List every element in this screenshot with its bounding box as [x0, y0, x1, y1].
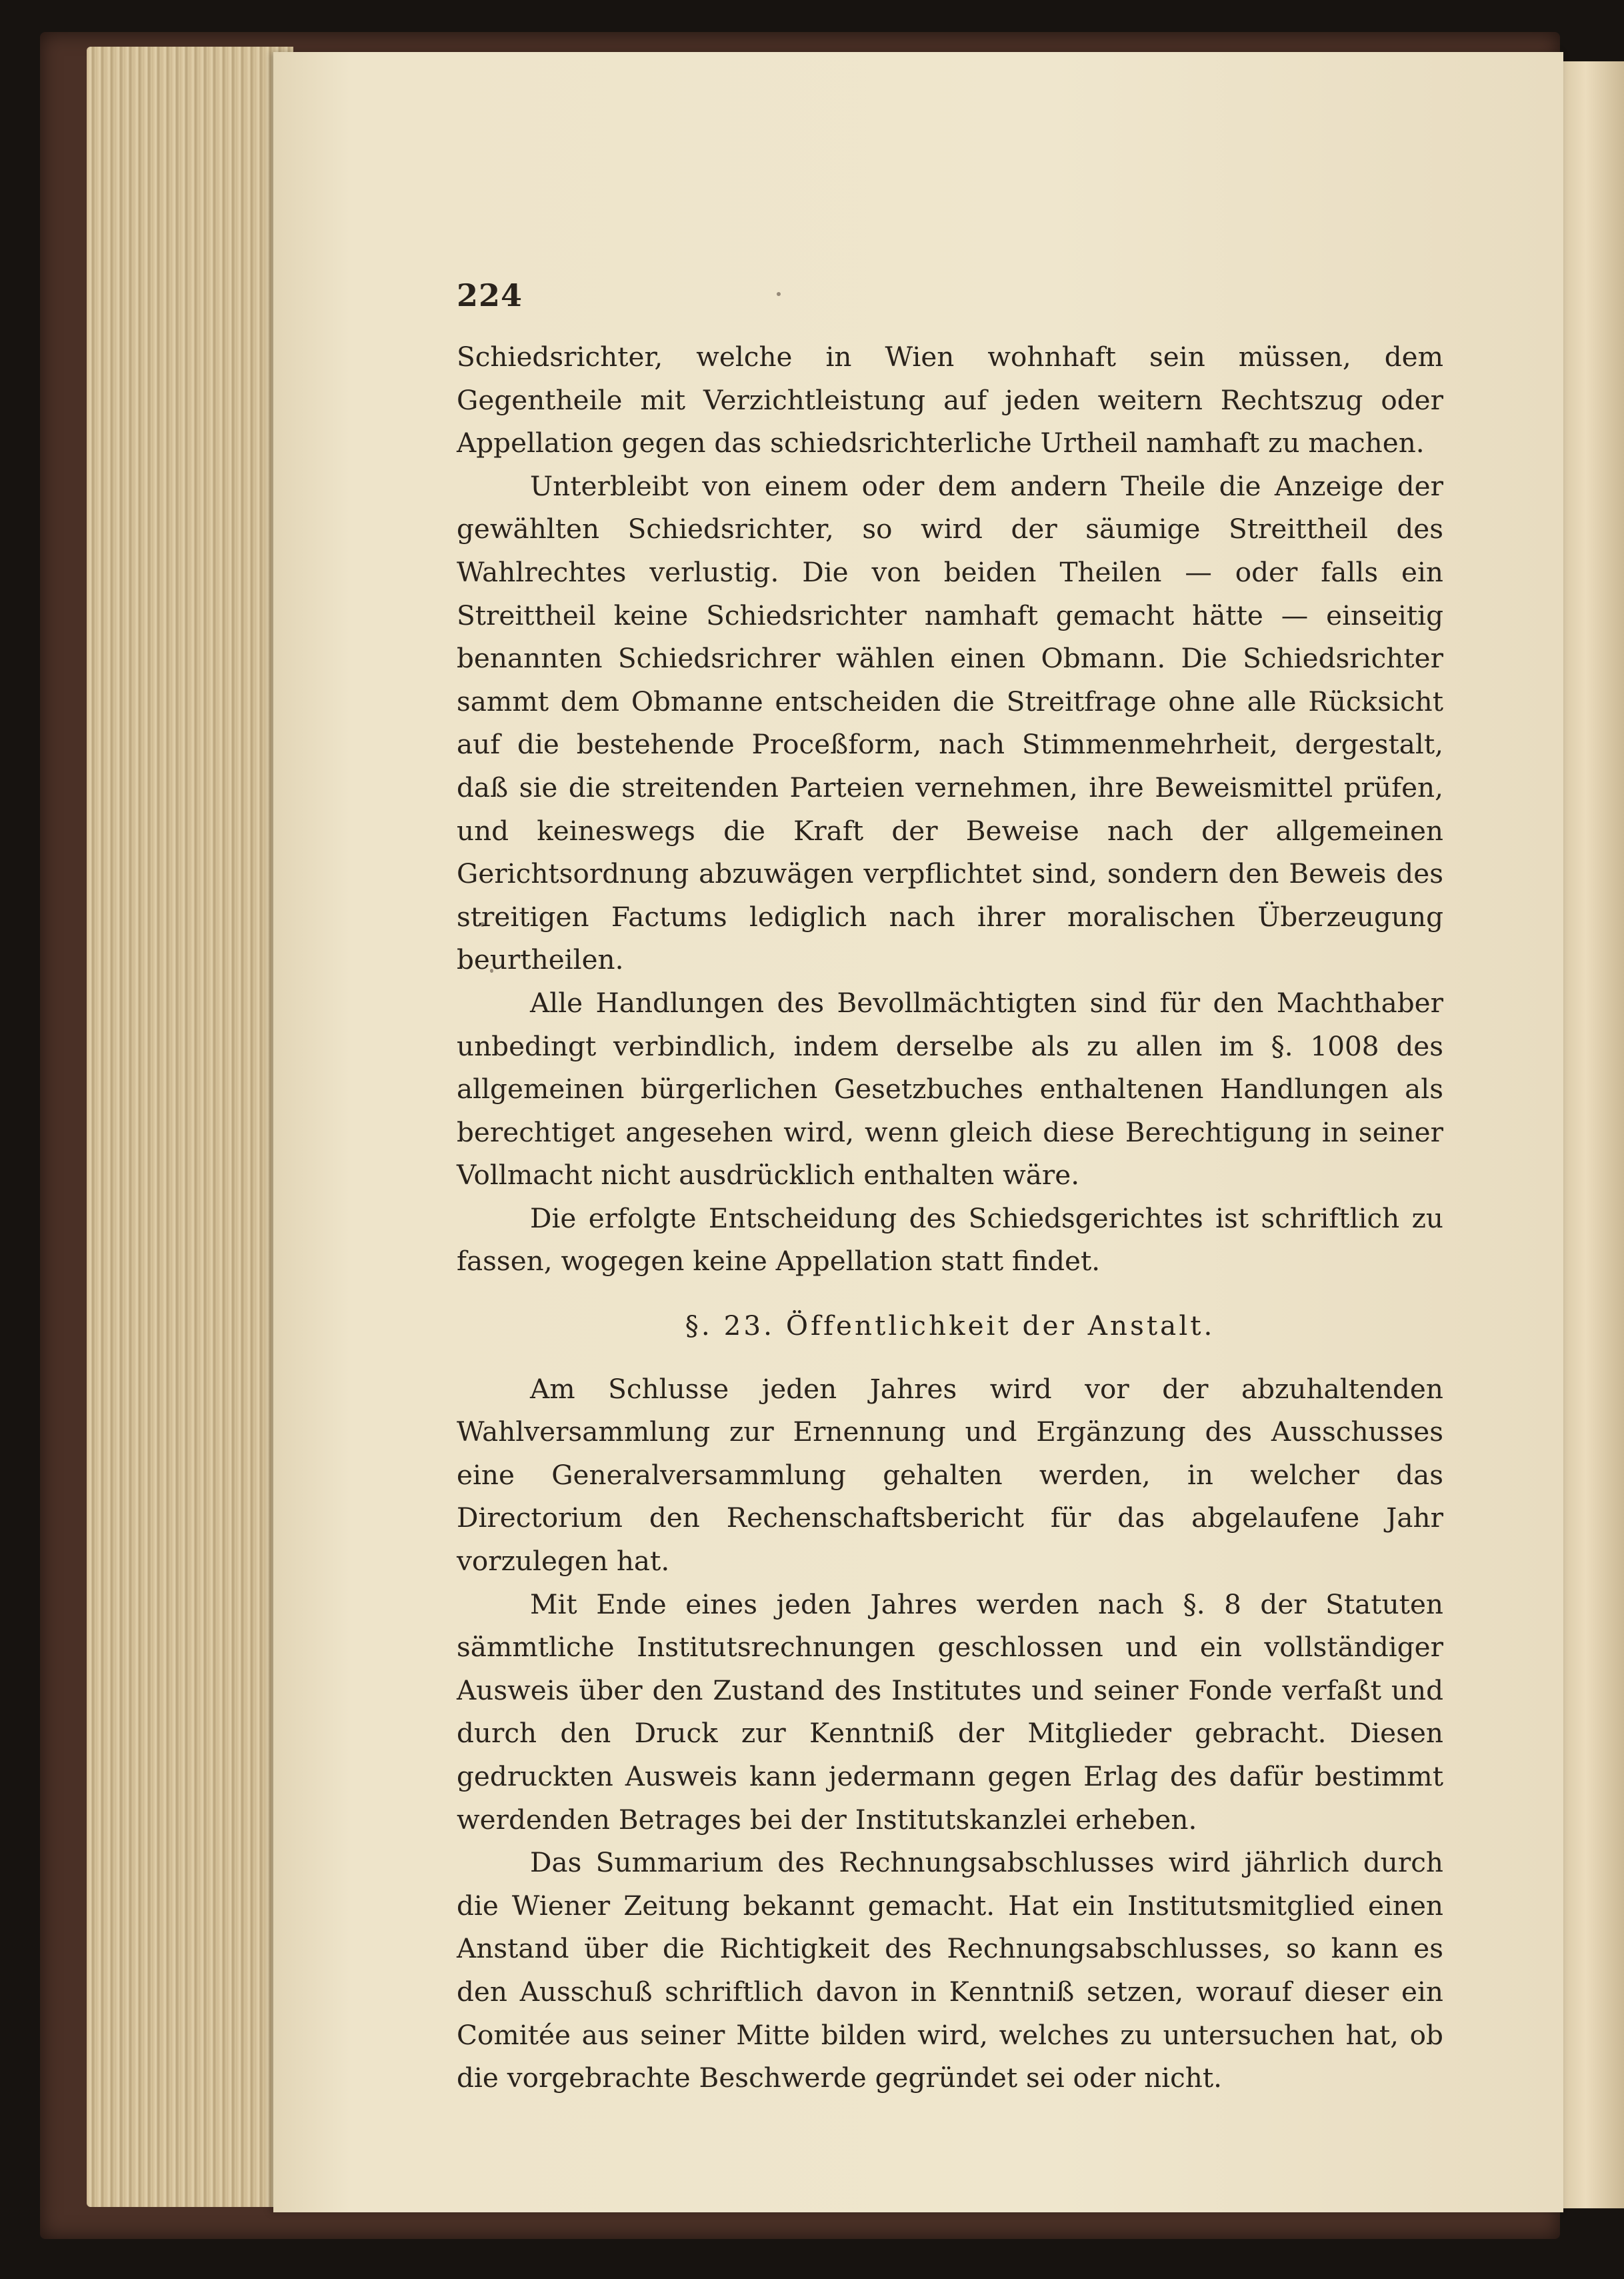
page-stack-edge	[87, 47, 293, 2207]
paragraph: Alle Handlungen des Bevollmächtigten sind für den Machthaber unbedingt verbindlich, indem derselbe als zu allen im §. 1008 des allgemeinen bürgerlichen Gesetzbuches enthaltenen Handlungen als berechtiget angesehen wird, wenn gleich diese Berechtigung in seiner Vollmacht nicht ausdrücklich enthalten wäre.	[457, 986, 1443, 1192]
book-page	[273, 52, 1563, 2212]
facing-page-edge	[1560, 61, 1624, 2208]
paragraph: Am Schlusse jeden Jahres wird vor der abzuhaltenden Wahlversammlung zur Ernennung und Ergänzung des Ausschusses eine Generalversammlung gehalten werden, in welcher das Directorium den Rechenschaftsbericht für das abgelaufene Jahr vorzulegen hat.	[457, 1372, 1443, 1578]
page-body	[457, 335, 1443, 2100]
page-number: 224	[457, 277, 523, 313]
paragraph: Die erfolgte Entscheidung des Schiedsgerichtes ist schriftlich zu fassen, wogegen keine Appellation statt findet.	[457, 1202, 1443, 1278]
section-heading: §. 23. Öffentlichkeit der Anstalt.	[685, 1310, 1215, 1342]
paragraph: Schiedsrichter, welche in Wien wohnhaft sein müssen, dem Gegentheile mit Verzichtleistung auf jeden weitern Rechtszug oder Appellation gegen das schiedsrichterliche Urtheil namhaft zu machen.	[457, 341, 1443, 459]
paragraph: Mit Ende eines jeden Jahres werden nach §. 8 der Statuten sämmtliche Institutsrechnungen geschlossen und ein vollständiger Ausweis über den Zustand des Institutes und seiner Fonde verfaßt und durch den Druck zur Kenntniß der Mitglieder gebracht. Diesen gedruckten Ausweis kann jedermann gegen Erlag des dafür bestimmt werdenden Betrages bei der Institutskanzlei erheben.	[457, 1588, 1443, 1836]
paragraph: Das Summarium des Rechnungsabschlusses wird jährlich durch die Wiener Zeitung bekannt gemacht. Hat ein Institutsmitglied einen Anstand über die Richtigkeit des Rechnungsabschlusses, so kann es den Ausschuß schriftlich davon in Kenntniß setzen, worauf dieser ein Comitée aus seiner Mitte bilden wird, welches zu untersuchen hat, ob die vorgebrachte Beschwerde gegründet sei oder nicht.	[457, 1846, 1443, 2094]
paragraph: Unterbleibt von einem oder dem andern Theile die Anzeige der gewählten Schiedsrichter, so wird der säumige Streittheil des Wahlrechtes verlustig. Die von beiden Theilen — oder falls ein Streittheil keine Schiedsrichter namhaft gemacht hätte — einseitig benannten Schiedsrichrer wählen einen Obmann. Die Schiedsrichter sammt dem Obmanne entscheiden die Streitfrage ohne alle Rücksicht auf die bestehende Proceßform, nach Stimmenmehrheit, dergestalt, daß sie die streitenden Parteien vernehmen, ihre Beweismittel prüfen, und keineswegs die Kraft der Beweise nach der allgemeinen Gerichtsordnung abzuwägen verpflichtet sind, sondern den Beweis des streitigen Factums lediglich nach ihrer moralischen Überzeugung beurtheilen.	[457, 469, 1443, 976]
paper-fleck	[777, 292, 781, 296]
